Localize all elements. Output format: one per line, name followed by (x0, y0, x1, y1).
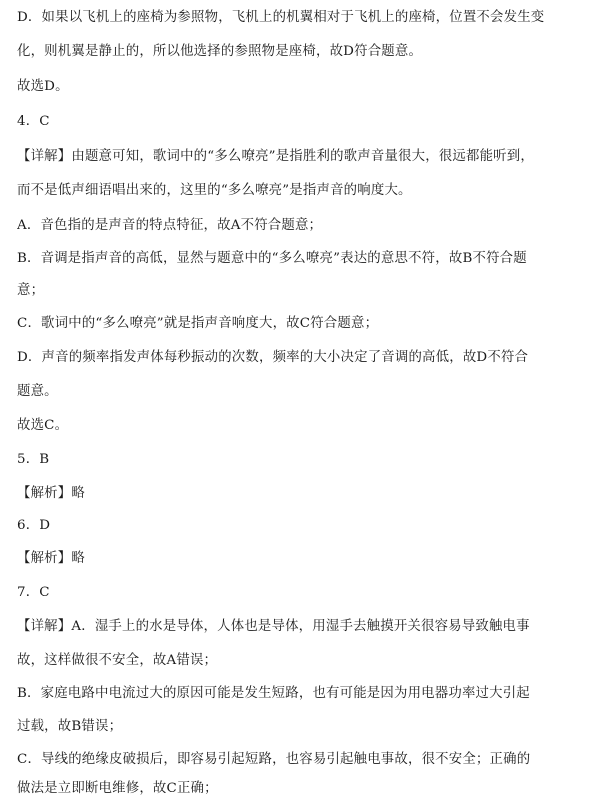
text-line: 7．C (17, 585, 50, 600)
text-line: D．声音的频率指发声体每秒振动的次数，频率的大小决定了音调的高低，故D不符合 (17, 350, 529, 365)
text-line: 【解析】略 (17, 551, 85, 566)
text-line: B．音调是指声音的高低，显然与题意中的“多么嘹亮”表达的意思不符，故B不符合题 (17, 251, 527, 266)
text-line: A．音色指的是声音的特点特征，故A不符合题意； (17, 218, 323, 233)
text-line: C．歌词中的“多么嘹亮”就是指声音响度大，故C符合题意； (17, 316, 379, 331)
text-line: 5．B (17, 452, 50, 467)
text-line: 4．C (17, 114, 50, 129)
text-line: 做法是立即断电维修，故C正确； (17, 781, 218, 796)
text-line: 【详解】A．湿手上的水是导体，人体也是导体，用湿手去触摸开关很容易导致触电事 (17, 619, 530, 634)
text-line: C．导线的绝缘皮破损后，即容易引起短路，也容易引起触电事故，很不安全；正确的 (17, 752, 531, 767)
text-line: 题意。 (17, 384, 58, 399)
text-line: 【解析】略 (17, 486, 85, 501)
text-line: 故选C。 (17, 418, 69, 433)
text-line: 过载，故B错误； (17, 719, 123, 734)
text-line: 【详解】由题意可知，歌词中的“多么嘹亮”是指胜利的歌声音量很大，很远都能听到， (17, 149, 534, 164)
text-line: 而不是低声细语唱出来的，这里的“多么嘹亮”是指声音的响度大。 (17, 183, 412, 198)
text-line: 化，则机翼是静止的，所以他选择的参照物是座椅，故D符合题意。 (17, 44, 423, 59)
text-line: 意； (17, 283, 45, 298)
text-line: D．如果以飞机上的座椅为参照物，飞机上的机翼相对于飞机上的座椅，位置不会发生变 (17, 10, 545, 25)
text-line: 6．D (17, 518, 51, 533)
text-line: B．家庭电路中电流过大的原因可能是发生短路，也有可能是因为用电器功率过大引起 (17, 686, 530, 701)
text-line: 故，这样做很不安全，故A错误； (17, 653, 218, 668)
text-line: 故选D。 (17, 79, 69, 94)
